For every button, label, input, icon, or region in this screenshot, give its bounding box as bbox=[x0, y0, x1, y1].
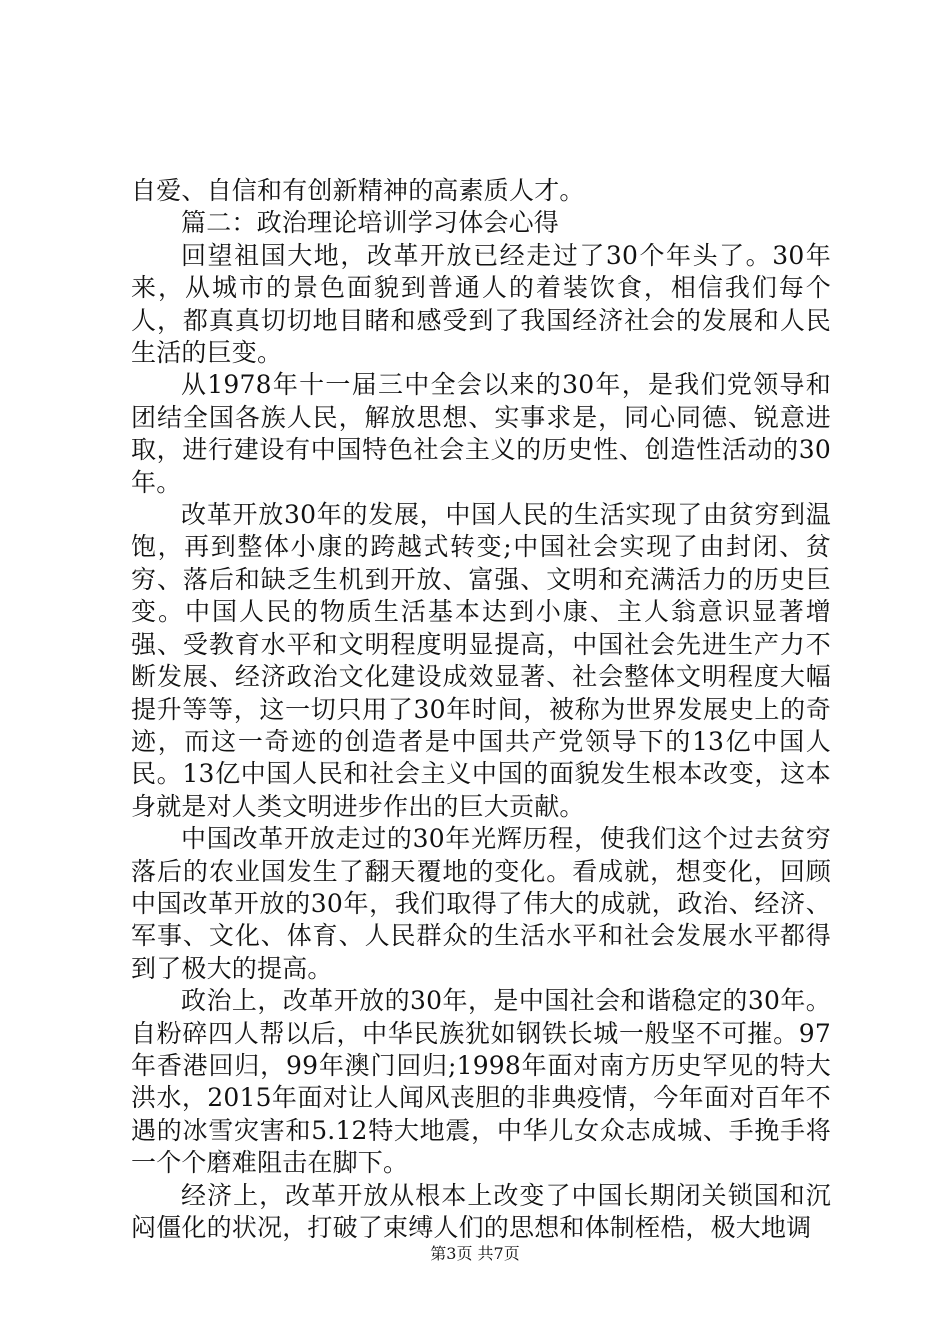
paragraph: 经济上，改革开放从根本上改变了中国长期闭关锁国和沉闷僵化的状况，打破了束缚人们的思想和体制桎梏，极大地调 bbox=[131, 1180, 831, 1242]
section-heading: 篇二：政治理论培训学习体会心得 bbox=[181, 208, 560, 238]
paragraph: 政治上，改革开放的30年，是中国社会和谐稳定的30年。自粉碎四人帮以后，中华民族犹如钢铁长城一般坚不可摧。97年香港回归，99年澳门回归;1998年面对南方历史罕见的特大洪水，2015年面对让人闻风丧胆的非典疫情，今年面对百年不遇的冰雪灾害和5.12特大地震，中华儿女众志成城、手挽手将一个个磨难阻击在脚下。 bbox=[131, 986, 831, 1178]
page-number-footer: 第3页 共7页 bbox=[430, 1244, 520, 1263]
paragraph: 改革开放30年的发展，中国人民的生活实现了由贫穷到温饱，再到整体小康的跨越式转变;中国社会实现了由封闭、贫穷、落后和缺乏生机到开放、富强、文明和充满活力的历史巨变。中国人民的物质生活基本达到小康、主人翁意识显著增强、受教育水平和文明程度明显提高，中国社会先进生产力不断发展、经济政治文化建设成效显著、社会整体文明程度大幅提升等等，这一切只用了30年时间，被称为世界发展史上的奇迹，而这一奇迹的创造者是中国共产党领导下的13亿中国人民。13亿中国人民和社会主义中国的面貌发生根本改变，这本身就是对人类文明进步作出的巨大贡献。 bbox=[131, 500, 831, 821]
paragraph-continuation: 自爱、自信和有创新精神的高素质人才。 bbox=[131, 176, 585, 205]
paragraph: 中国改革开放走过的30年光辉历程，使我们这个过去贫穷落后的农业国发生了翻天覆地的变化。看成就，想变化，回顾中国改革开放的30年，我们取得了伟大的成就，政治、经济、军事、文化、体育、人民群众的生活水平和社会发展水平都得到了极大的提高。 bbox=[131, 824, 831, 983]
document-body bbox=[131, 175, 831, 1244]
paragraph: 从1978年十一届三中全会以来的30年，是我们党领导和团结全国各族人民，解放思想、实事求是，同心同德、锐意进取，进行建设有中国特色社会主义的历史性、创造性活动的30年。 bbox=[131, 370, 831, 497]
paragraph: 回望祖国大地，改革开放已经走过了30个年头了。30年来，从城市的景色面貌到普通人的着装饮食，相信我们每个人，都真真切切地目睹和感受到了我国经济社会的发展和人民生活的巨变。 bbox=[131, 240, 831, 368]
